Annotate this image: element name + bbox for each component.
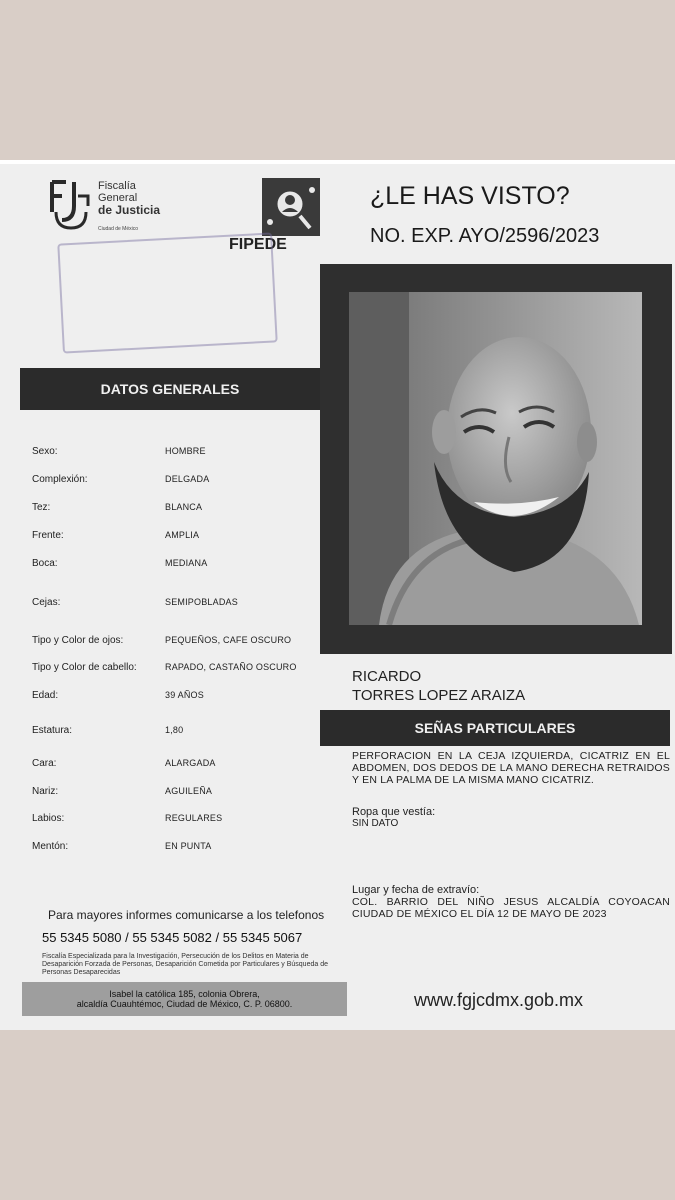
datos-generales-header: DATOS GENERALES [20, 368, 320, 410]
senas-particulares-header: SEÑAS PARTICULARES [320, 710, 670, 746]
field-value: AMPLIA [165, 530, 200, 540]
person-name [352, 667, 525, 705]
fgj-logo-icon [48, 178, 94, 232]
contact-phones: 55 5345 5080 / 55 5345 5082 / 55 5345 5067 [42, 930, 303, 945]
field-value: ALARGADA [165, 758, 216, 768]
ropa-label: Ropa que vestía: [352, 806, 436, 818]
field-label: Frente: [32, 530, 64, 541]
field-label: Cejas: [32, 597, 61, 608]
field-value: MEDIANA [165, 558, 208, 568]
field-label: Complexión: [32, 474, 88, 485]
address-line1: Isabel la católica 185, colonia Obrera, [109, 989, 260, 999]
address-box [22, 982, 347, 1016]
website-link[interactable]: www.fgjcdmx.gob.mx [414, 990, 584, 1010]
fine-print: Fiscalía Especializada para la Investigación, Persecución de los Delitos en Materia de Desaparición Forzada de Personas, Desaparición Cometida por Particulares y Búsqueda de Personas Desaparecidas [42, 953, 328, 976]
person-first-name: RICARDO [352, 668, 422, 685]
top-edge [0, 160, 675, 164]
field-value: BLANCA [165, 502, 203, 512]
field-value: REGULARES [165, 813, 223, 823]
field-value: 39 AÑOS [165, 690, 204, 700]
field-label: Labios: [32, 813, 65, 824]
address-line2: alcaldía Cuauhtémoc, Ciudad de México, C. P. 06800. [76, 999, 293, 1009]
org-line1: Fiscalía [98, 180, 136, 192]
field-value: DELGADA [165, 474, 210, 484]
fipede-label: FIPEDE [229, 236, 287, 253]
field-label: Boca: [32, 558, 58, 569]
portrait-image [349, 292, 642, 625]
field-label: Edad: [32, 690, 59, 701]
field-label: Mentón: [32, 841, 69, 852]
field-value: SEMIPOBLADAS [165, 597, 238, 607]
fipede-search-icon [240, 178, 320, 236]
org-line2: General [98, 192, 138, 204]
ropa-value: SIN DATO [352, 818, 399, 829]
person-last-names: TORRES LOPEZ ARAIZA [352, 687, 526, 704]
field-label: Tipo y Color de ojos: [32, 635, 124, 646]
org-sub: Ciudad de México [98, 226, 139, 232]
senas-particulares-text: PERFORACION EN LA CEJA IZQUIERDA, CICATRIZ EN EL ABDOMEN, DOS DEDOS DE LA MANO DERECHA RETRAIDOS Y EN LA PALMA DE LA MISMA MANO CICATRIZ. [352, 750, 670, 786]
field-value: HOMBRE [165, 446, 206, 456]
field-value: PEQUEÑOS, CAFE OSCURO [165, 635, 292, 645]
org-line3: de Justicia [98, 203, 161, 217]
field-value: RAPADO, CASTAÑO OSCURO [165, 662, 297, 672]
field-label: Tipo y Color de cabello: [32, 662, 137, 673]
poster-title: ¿LE HAS VISTO? [370, 182, 570, 210]
field-value: EN PUNTA [165, 841, 212, 851]
field-label: Sexo: [32, 446, 58, 457]
field-label: Cara: [32, 758, 57, 769]
expediente-number: NO. EXP. AYO/2596/2023 [370, 225, 600, 247]
lugar-label: Lugar y fecha de extravío: [352, 884, 480, 896]
contact-info: Para mayores informes comunicarse a los telefonos [48, 908, 325, 922]
missing-person-photo [349, 292, 642, 625]
official-stamp [57, 232, 277, 353]
bottom-background [0, 1030, 675, 1200]
field-label: Tez: [32, 502, 51, 513]
field-label: Estatura: [32, 725, 73, 736]
org-name [98, 180, 160, 217]
field-value: AGUILEÑA [165, 786, 213, 796]
field-value: 1,80 [165, 725, 184, 735]
field-label: Nariz: [32, 786, 59, 797]
lugar-value: COL. BARRIO DEL NIÑO JESUS ALCALDÍA COYOACAN CIUDAD DE MÉXICO EL DÍA 12 DE MAYO DE 2023 [352, 896, 670, 920]
